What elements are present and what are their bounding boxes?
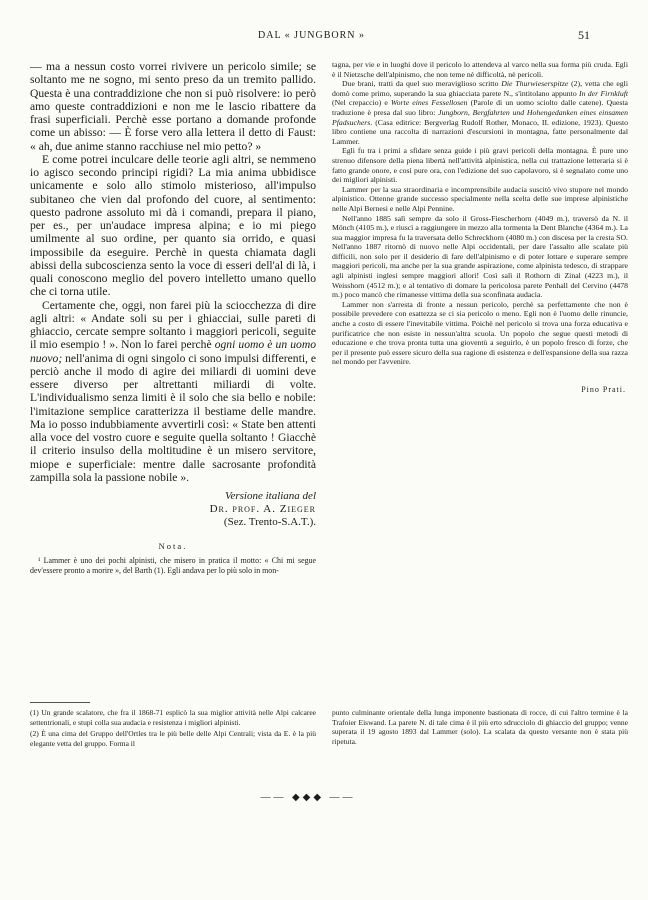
body-paragraph: Lammer per la sua straordinaria e incomprensibile audacia suscitò vivo stupore nel mondo alpinistico. Ottenne grande successo specialmente nella scelta delle sue imprese alpinistiche nelle Alpi Bernesi e nelle Alpi Pennine. xyxy=(332,184,628,213)
italic-phrase: ogni uomo è un uomo nuovo; xyxy=(30,338,316,365)
body-paragraph: — ma a nessun costo vorrei rivivere un pericolo simile; se soltanto me ne sogno, mi sento preso da un tremito pallido. Questa è una contraddizione che non si può risolvere: io però amo queste contraddizioni e non me le lascio ribattere da frasi superficiali. Perchè esse portano a domande profonde come un abisso: — È forse vero alla lettera il detto di Faust: « ah, due anime stanno racchiuse nel mio petto? » xyxy=(30,60,316,153)
right-column xyxy=(332,60,628,394)
left-column xyxy=(30,60,316,576)
translator-signature xyxy=(30,490,316,529)
body-paragraph: Due brani, tratti da quel suo meraviglioso scritto Die Thurwieserspitze (2), vetta che egli domò come primo, superando la sua ghiacciata parete N., s'intitolano appunto In der Firnkluft (Nel crepaccio) e Worte eines Fessellosen (Parole di un uomo sciolto dalle catene). Questa traduzione è presa dal suo libro: Jungborn, Bergfahrten und Hohengedanken eines einsamen Pfadsuchers. (Casa editrice: Bergverlag Rudolf Rother, Monaco, II. edizione, 1923). Questo libro contiene una raccolta di narrazioni d'escursioni in montagna, fatte personalmente dal Lammer. xyxy=(332,79,629,146)
page-header xyxy=(0,30,648,46)
footnote: (1) Un grande scalatore, che fra il 1868-71 esplicò la sua miglior attività nelle Alpi calcaree settentrionali, e stupì colla sua audacia e resistenza i migliori alpinisti. xyxy=(30,708,316,727)
translator-section: (Sez. Trento-S.A.T.). xyxy=(223,516,316,528)
footnote: punto culminante orientale della lunga imponente bastionata di rocce, di cui l'altro termine è la Trafoier Eiswand. La parete N. di tale cima è il più erto sdrucciolo di ghiaccio del gruppo; venne superata il 19 agosto 1893 dal Lammer (solo). La scalata da questo versante non è stata più ripetuta. xyxy=(332,708,628,746)
nota-title: Nota. xyxy=(158,541,188,551)
page-number: 51 xyxy=(578,28,590,42)
running-head: DAL « JUNGBORN » xyxy=(258,30,366,41)
nota-text: ¹ Lammer è uno dei pochi alpinisti, che misero in pratica il motto: « Chi mi segue dev'essere pronto a morire », del Barth (1). Egli andava per lo più solo in mon- xyxy=(30,556,316,575)
footnotes-right xyxy=(332,708,628,748)
body-paragraph: Certamente che, oggi, non farei più la sciocchezza di dire agli altri: « Andate soli su per i ghiacciai, sulle pareti di ghiaccio, cercate sempre soltanto i maggiori pericoli, seguite il mio esempio ! ». Non lo farei perchè ogni uomo è un uomo nuovo; nell'anima di ogni singolo ci sono impulsi differenti, e perciò anche il modo di agire dei miliardi di uomini deve essere diverso per altrettanti miliardi di volte. L'individualismo senza limiti è il solo che sia bello e nobile: l'imitazione semplice caratterizza il bestiame delle mandre. Ma io posso indubbiamente avvertirli così: « State ben attenti alla voce del vostro cuore e seguite quella soltanto ! Giacchè il criterio insulso della moltitudine è un misero servitore, miope e superficiale: mentre dalle sacrosante profondità zampilla sola la passione nobile ». xyxy=(30,298,316,484)
body-paragraph: Egli fu tra i primi a sfidare senza guide i più gravi pericoli della montagna. È pure uno strenuo difensore della piena libertà nell'attività alpinistica, nella cui trattazione letteraria si è fatto grande onore, e così pure ora, con l'edizione del suo capolavoro, si è segnalato come uno dei migliori alpinisti. xyxy=(332,146,628,185)
body-paragraph: Lammer non s'arresta di fronte a nessun pericolo, perchè sa perfettamente che non è possibile prevedere con esattezza se ci sia pericolo o meno. Egli non è l'uomo delle rinuncie, anche a costo di essere l'inevitabile vittima. Poichè nel pericolo si trova una forza educativa e purificatrice che non esiste in nessun'altra scuola. Un popolo che segue questi metodi di educazione e che trova pronta tutta una gioventù a seguirlo, è un popolo fresco di forze, che per il presente può essere sicuro della sua ragione di esistenza e dell'espansione della sua razza nel mondo per l'avvenire. xyxy=(332,299,628,367)
end-ornament: —— ◆◆◆ —— xyxy=(260,792,356,803)
body-paragraph: Nell'anno 1885 salì sempre da solo il Gross-Fiescherhorn (4049 m.), traversò da N. il Mönch (4105 m.), e riuscì a raggiungere in mezzo alla tormenta la Dent Blanche (4364 m.). La sua maggior impresa fu la traversata dello Schreckhorn (4080 m.) con discesa per la cresta SO. Nell'anno 1887 ritornò di nuovo nelle Alpi occidentali, per dare l'assalto alle scalate più difficili, non solo per il desiderio di fare dell'alpinismo e di poter lottare e superare sempre maggiori pericoli, ma anche per la sua grande aspirazione, come alpinista tedesco, di strappare agli alpinisti inglesi sempre maggiori allori! Così salì il Rothorn di Zinal (4223 m.), il Weisshorn (4512 m.); e al tentativo di domare la pericolosa parete Penhall del Cervino (4478 m.) poco mancò che rimanesse vittima della sua sconfinata audacia. xyxy=(332,213,628,300)
footnotes-left xyxy=(30,708,316,750)
footnote: (2) È una cima del Gruppo dell'Ortles tra le più belle delle Alpi Centrali; vista da E. è la più elegante vetta del gruppo. Forma il xyxy=(30,729,316,748)
body-paragraph: tagna, per vie e in luoghi dove il pericolo lo attendeva al varco nella sua forma più cruda. Egli è il Nietzsche dell'alpinismo, che non teme nè difficoltà, nè pericoli. xyxy=(332,60,628,79)
translation-line: Versione italiana del xyxy=(224,490,316,502)
author-signature: Pino Prati. xyxy=(581,385,626,394)
translator-name: Dr. prof. A. Zieger xyxy=(209,503,316,515)
footnote-rule xyxy=(30,702,90,703)
body-paragraph: E come potrei inculcare delle teorie agli altri, se nemmeno io agisco secondo principi rigidi? La mia anima ubbidisce unicamente e solo allo stimolo misterioso, all'impulso subitaneo che vien dal profondo del cuore, al sentimento: questo padrone assoluto mi dà i comandi, prepara il piano, per es., per un'audace impresa alpina; e io mi piego umilmente al suo ordine, per quanto sia orrido, e quasi impossibile da eseguire. Perchè in questa chiamata dagli abissi della subcoscienza sento la voce di esseri dell'al di là, i quali conoscono meglio del povero intelletto umano quello che ci torna utile. xyxy=(30,152,316,299)
